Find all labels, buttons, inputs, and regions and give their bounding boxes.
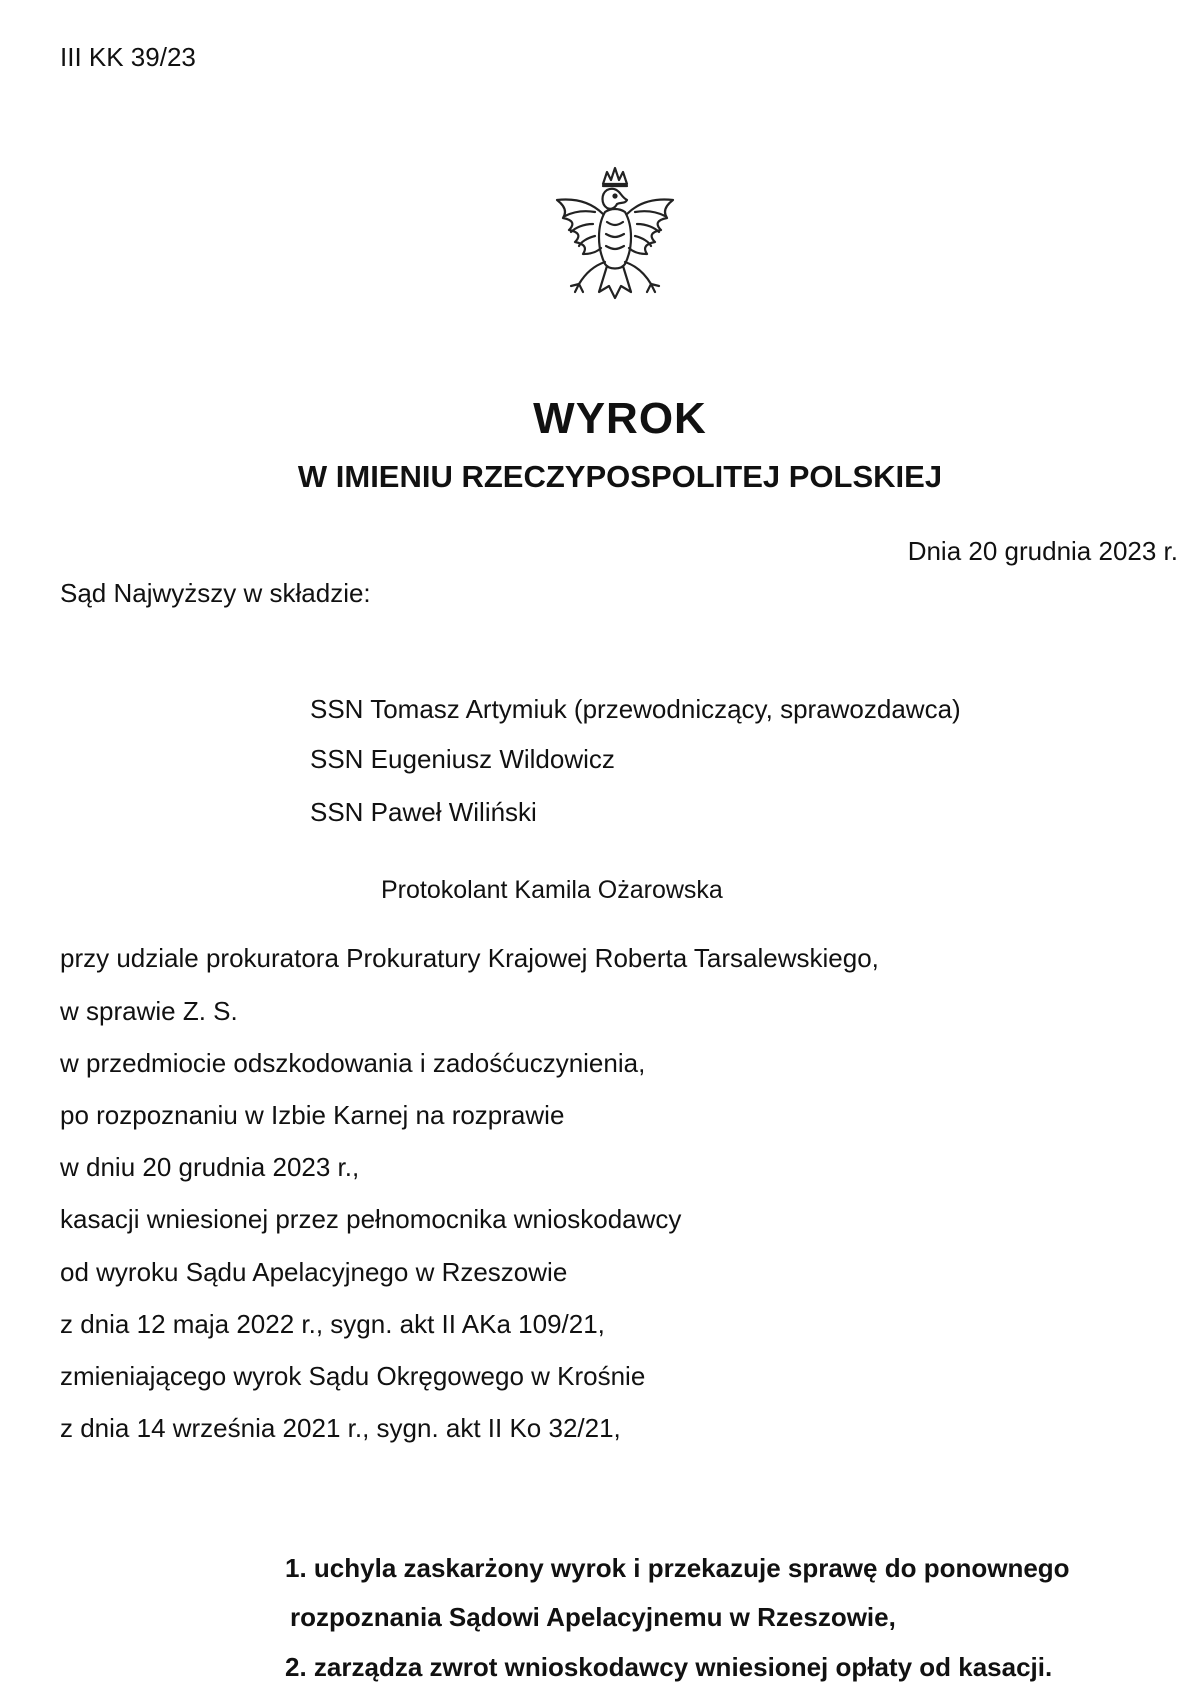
composition-intro: Sąd Najwyższy w składzie: <box>60 578 371 608</box>
judge-name: SSN Eugeniusz Wildowicz <box>310 744 615 774</box>
polish-eagle-emblem-icon <box>535 162 695 322</box>
body-line: przy udziale prokuratora Prokuratury Krajowej Roberta Tarsalewskiego, <box>60 943 879 973</box>
document-title: WYROK <box>533 394 707 443</box>
body-line: w dniu 20 grudnia 2023 r., <box>60 1152 360 1182</box>
protokolant: Protokolant Kamila Ożarowska <box>381 876 723 904</box>
ruling-point: rozpoznania Sądowi Apelacyjnemu w Rzeszowie, <box>290 1602 896 1632</box>
body-line: z dnia 14 września 2021 r., sygn. akt II Ko 32/21, <box>60 1413 621 1443</box>
body-line: w sprawie Z. S. <box>60 996 238 1026</box>
body-line: po rozpoznaniu w Izbie Karnej na rozprawie <box>60 1100 565 1130</box>
body-line: w przedmiocie odszkodowania i zadośćuczynienia, <box>60 1048 646 1078</box>
judge-name: SSN Tomasz Artymiuk (przewodniczący, sprawozdawca) <box>310 694 961 724</box>
judge-name: SSN Paweł Wiliński <box>310 797 537 827</box>
case-number: III KK 39/23 <box>60 42 196 72</box>
document-subtitle: W IMIENIU RZECZYPOSPOLITEJ POLSKIEJ <box>297 459 943 494</box>
body-line: zmieniającego wyrok Sądu Okręgowego w Krośnie <box>60 1361 646 1391</box>
judgment-date: Dnia 20 grudnia 2023 r. <box>907 536 1178 566</box>
body-line: od wyroku Sądu Apelacyjnego w Rzeszowie <box>60 1257 568 1287</box>
ruling-point: 2. zarządza zwrot wnioskodawcy wniesionej opłaty od kasacji. <box>285 1652 1053 1682</box>
body-line: z dnia 12 maja 2022 r., sygn. akt II AKa 109/21, <box>60 1309 605 1339</box>
ruling-point: 1. uchyla zaskarżony wyrok i przekazuje sprawę do ponownego <box>285 1553 1070 1583</box>
body-line: kasacji wniesionej przez pełnomocnika wnioskodawcy <box>60 1204 682 1234</box>
